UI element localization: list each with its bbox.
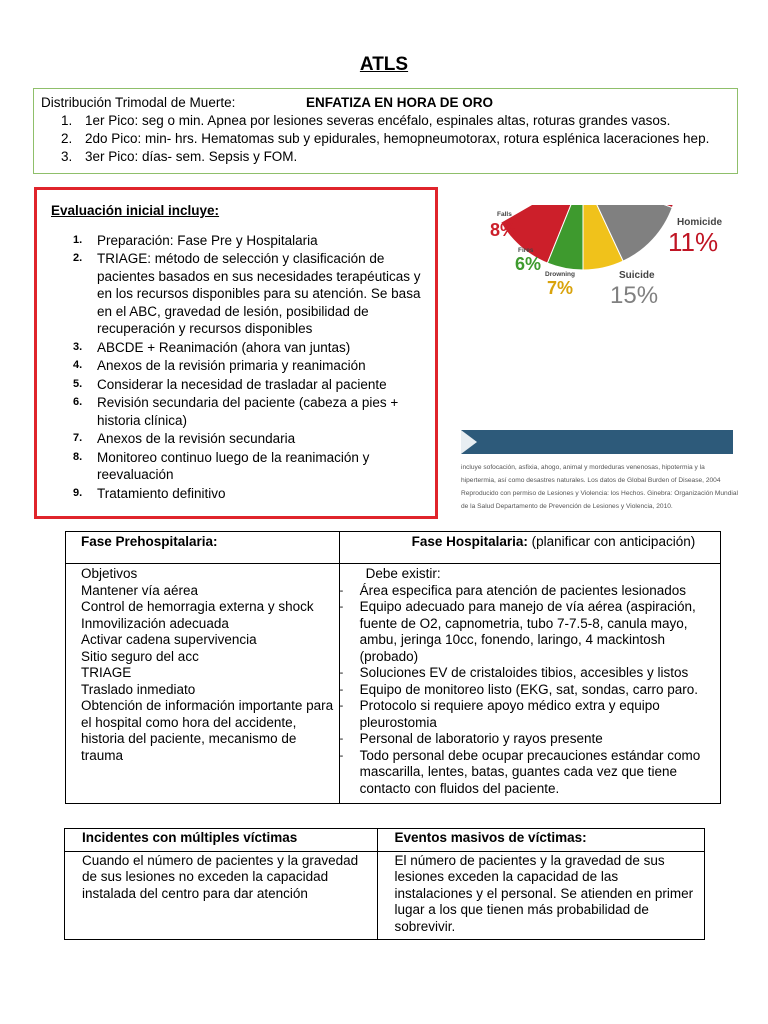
- item-text: Revisión secundaria del paciente (cabeza a pies + historia clínica): [97, 395, 399, 428]
- list-item: [51, 339, 421, 357]
- caption-line: incluye sofocación, asfixia, ahogo, animal y mordeduras venenosas, hipotermia y la: [461, 464, 705, 471]
- caption-line: de la Salud Departamento de Prevención de Lesiones y Violencia, 2010.: [461, 503, 673, 510]
- item-text: Anexos de la revisión primaria y reanimación: [97, 358, 366, 373]
- chart-caption: [461, 461, 741, 513]
- list-item: [61, 112, 730, 130]
- hosp-item: [339, 731, 710, 748]
- slice-name-label: Suicide: [619, 270, 655, 281]
- injury-pie-chart: [455, 205, 740, 515]
- hosp-list: [339, 582, 710, 798]
- bullet-dash: -: [339, 733, 344, 745]
- hosp-intro: Debe existir:: [365, 566, 441, 581]
- slice-name-label: Falls: [497, 211, 512, 218]
- hosp-item-text: Protocolo si requiere apoyo médico extra y equipo pleurostomia: [359, 698, 660, 730]
- hosp-item-text: Equipo de monitoreo listo (EKG, sat, sondas, carro paro.: [359, 681, 699, 697]
- pre-item: Inmovilización adecuada: [81, 615, 229, 631]
- item-number: 1.: [73, 233, 83, 246]
- list-item: [51, 449, 421, 484]
- item-number: 6.: [73, 396, 83, 408]
- hosp-item: [339, 582, 710, 600]
- trimodal-list: [61, 112, 730, 166]
- trimodal-header: [41, 94, 730, 112]
- hosp-item: [339, 698, 710, 731]
- item-number: 4.: [73, 359, 83, 371]
- list-item: [51, 232, 421, 250]
- trimodal-box: [33, 88, 738, 174]
- hosp-cell: [339, 564, 720, 804]
- caption-line: Reproducido con permiso de Lesiones y Violencia: los Hechos. Ginebra: Organización Mundial: [461, 490, 738, 497]
- list-item: [51, 376, 421, 394]
- bullet-dash: -: [339, 584, 344, 597]
- item-number: 8.: [73, 450, 83, 463]
- list-item: [51, 430, 421, 448]
- hosp-item-text: Soluciones EV de cristaloides tibios, accesibles y listos: [359, 665, 689, 680]
- multiples-header: Incidentes con múltiples víctimas: [65, 829, 378, 852]
- item-text: TRIAGE: método de selección y clasificación de pacientes basados en sus necesidades terapéuticas y en los recursos disponibles para su atención. Se basa en el ABC, gravedad de lesión, posibilidad de recuperación y recursos disponibles: [97, 251, 421, 336]
- pie-chart-svg: [455, 205, 740, 460]
- hosp-item-text: Personal de laboratorio y rayos presente: [359, 731, 603, 746]
- slice-value-label: 15%: [610, 282, 659, 309]
- bullet-dash: -: [339, 667, 344, 679]
- table-row: [66, 532, 721, 564]
- item-number: 9.: [73, 486, 83, 499]
- bullet-dash: -: [339, 700, 344, 712]
- multiples-text: instalada del centro para dar atención: [82, 885, 308, 901]
- pre-item: TRIAGE: [81, 665, 132, 680]
- table-row: [65, 829, 705, 852]
- hosp-header-rest: (planificar con anticipación): [527, 534, 696, 549]
- slice-name-label: Fires: [518, 247, 534, 254]
- slice-value-label: 11%: [668, 227, 719, 257]
- list-item: [51, 357, 421, 375]
- item-text: Tratamiento definitivo: [97, 485, 226, 501]
- trimodal-label: Distribución Trimodal de Muerte:: [41, 95, 236, 110]
- table-row: [65, 851, 705, 940]
- item-text: Considerar la necesidad de trasladar al paciente: [97, 376, 387, 392]
- hosp-header: [339, 532, 720, 564]
- item-number: 1.: [61, 113, 73, 128]
- pre-item: Objetivos: [81, 566, 138, 581]
- table-row: [66, 564, 721, 804]
- list-item: [51, 485, 421, 503]
- pre-item: Activar cadena supervivencia: [81, 632, 257, 647]
- evaluacion-heading: Evaluación inicial incluye:: [51, 203, 220, 218]
- item-text: Anexos de la revisión secundaria: [97, 431, 296, 446]
- slice-value-label: 7%: [547, 278, 574, 298]
- hosp-item-text: Área especifica para atención de pacientes lesionados: [359, 582, 687, 598]
- item-text: 2do Pico: min- hrs. Hematomas sub y epidurales, hemopneumotorax, rotura esplénica laceraciones hep.: [85, 131, 710, 146]
- hosp-item: [339, 747, 710, 798]
- slice-name-label: Drowning: [545, 271, 575, 278]
- chart-banner: [461, 430, 733, 454]
- hosp-item-text: Todo personal debe ocupar precauciones estándar como mascarilla, lentes, batas, guantes cada vez que tiene contacto con fluidos del paciente.: [359, 747, 701, 796]
- item-number: 3.: [73, 340, 83, 353]
- multiples-text: Cuando el número de pacientes y la gravedad de sus lesiones no exceden la capacidad: [82, 852, 359, 884]
- slice-name-label: Homicide: [677, 217, 723, 228]
- hosp-item: [339, 665, 710, 682]
- item-number: 7.: [73, 432, 83, 444]
- item-number: 2.: [61, 131, 73, 146]
- masivos-text: El número de pacientes y la gravedad de sus lesiones exceden la capacidad de las instalaciones y el personal. Se atienden en primer lugar a los que tienen más probabilidad de sobrevivir.: [377, 851, 705, 940]
- pre-header: Fase Prehospitalaria:: [66, 532, 340, 564]
- list-item: [61, 130, 730, 148]
- list-item: [51, 250, 421, 338]
- hosp-item-text: Equipo adecuado para manejo de vía aérea (aspiración, fuente de O2, capnometria, tubo 7-7.5-8, canula mayo, ambu, jeringa 10cc, fonendo, laringo, 4 mackintosh (probado): [359, 599, 696, 664]
- caption-line: hipertermia, así como desastres naturales. Los datos de Global Burden of Disease, 2004: [461, 477, 721, 484]
- multiples-cell: [65, 851, 378, 940]
- evaluacion-list: [51, 232, 421, 503]
- pre-cell: [66, 564, 340, 804]
- list-item: [51, 394, 421, 429]
- pre-item: Sitio seguro del acc: [81, 648, 199, 664]
- hosp-item: [339, 681, 710, 699]
- item-number: 3.: [61, 149, 73, 164]
- slice-value-label: 8%: [490, 220, 517, 240]
- pre-item: Traslado inmediato: [81, 681, 196, 697]
- pre-item: Obtención de información importante para el hospital como hora del accidente, historia del paciente, mecanismo de trauma: [81, 698, 334, 763]
- evaluacion-box: [34, 187, 438, 519]
- bullet-dash: -: [339, 683, 344, 696]
- masivos-header: Eventos masivos de víctimas:: [377, 829, 705, 852]
- item-number: 5.: [73, 377, 83, 390]
- item-text: 3er Pico: días- sem. Sepsis y FOM.: [85, 149, 298, 164]
- hosp-item: [339, 599, 710, 665]
- slice-value-label: 6%: [515, 254, 542, 274]
- item-text: 1er Pico: seg o min. Apnea por lesiones severas encéfalo, espinales altas, roturas grandes vasos.: [85, 113, 671, 128]
- victimas-table: [64, 828, 705, 940]
- list-item: [61, 148, 730, 166]
- bullet-dash: -: [339, 601, 344, 613]
- pre-item: Mantener vía aérea: [81, 582, 199, 598]
- hosp-header-bold: Fase Hospitalaria:: [411, 534, 528, 549]
- pre-item: Control de hemorragia externa y shock: [81, 599, 314, 614]
- item-text: ABCDE + Reanimación (ahora van juntas): [97, 339, 351, 355]
- pre-list: [81, 566, 339, 764]
- fases-table: [65, 531, 721, 804]
- item-text: Preparación: Fase Pre y Hospitalaria: [97, 232, 318, 248]
- bullet-dash: -: [339, 749, 344, 762]
- page-title: ATLS: [359, 54, 409, 75]
- item-text: Monitoreo continuo luego de la reanimación y reevaluación: [97, 449, 370, 482]
- item-number: 2.: [73, 252, 83, 264]
- trimodal-emphasis: ENFATIZA EN HORA DE ORO: [306, 95, 494, 110]
